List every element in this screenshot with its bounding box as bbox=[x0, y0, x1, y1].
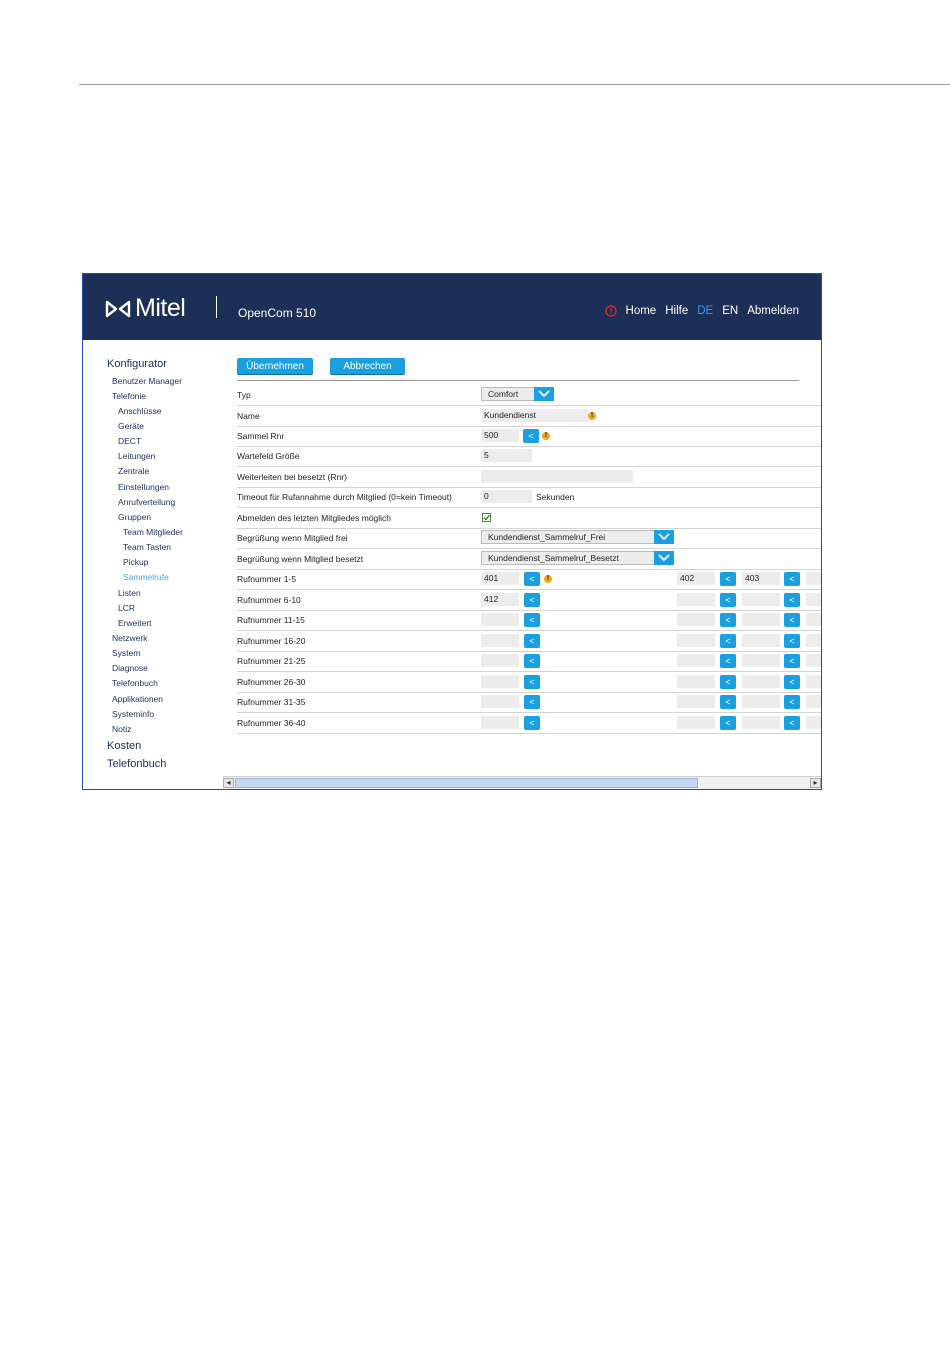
sidebar-item-team-mitglieder[interactable]: Team Mitglieder bbox=[123, 527, 183, 537]
sidebar-item-sammelrufe[interactable]: Sammelrufe bbox=[123, 572, 169, 582]
apply-button[interactable]: Übernehmen bbox=[237, 358, 313, 374]
alert-circle-icon[interactable] bbox=[605, 305, 617, 317]
chevron-left-icon[interactable]: < bbox=[720, 695, 736, 709]
rufnummer-label: Rufnummer 26-30 bbox=[237, 677, 306, 687]
rufnummer-label: Rufnummer 6-10 bbox=[237, 595, 301, 605]
rufnummer-label: Rufnummer 31-35 bbox=[237, 697, 306, 707]
nav-lang-en[interactable]: EN bbox=[722, 305, 739, 317]
sidebar-item-einstellungen[interactable]: Einstellungen bbox=[118, 482, 170, 492]
sidebar-item-system[interactable]: System bbox=[112, 648, 141, 658]
rufnummer-input[interactable] bbox=[677, 613, 715, 626]
sidebar-item-diagnose[interactable]: Diagnose bbox=[112, 663, 148, 673]
row-rufnummer-26-30 bbox=[237, 672, 822, 693]
rufnummer-input[interactable] bbox=[677, 675, 715, 688]
begruessung-besetzt-select[interactable] bbox=[481, 551, 674, 565]
name-label: Name bbox=[237, 411, 260, 421]
scrollbar-thumb[interactable] bbox=[235, 778, 698, 788]
rufnummer-input[interactable]: 402 bbox=[677, 572, 715, 585]
sidebar-item-gruppen[interactable]: Gruppen bbox=[118, 512, 152, 522]
chevron-down-icon[interactable] bbox=[534, 387, 554, 401]
row-typ bbox=[237, 385, 822, 406]
sidebar-item-pickup[interactable]: Pickup bbox=[123, 557, 149, 567]
app-window bbox=[82, 273, 822, 790]
row-rufnummer-1-5 bbox=[237, 569, 822, 590]
begruessung-besetzt-label: Begrüßung wenn Mitglied besetzt bbox=[237, 554, 364, 564]
row-rufnummer-16-20 bbox=[237, 631, 822, 652]
warning-icon: ! bbox=[588, 412, 596, 420]
chevron-left-icon[interactable]: < bbox=[720, 634, 736, 648]
chevron-left-icon[interactable]: < bbox=[720, 613, 736, 627]
begruessung-besetzt-value: Kundendienst_Sammelruf_Besetzt bbox=[488, 553, 619, 563]
rufnummer-input[interactable] bbox=[481, 654, 519, 667]
row-name bbox=[237, 406, 822, 427]
sidebar-item-team-tasten[interactable]: Team Tasten bbox=[123, 542, 172, 552]
chevron-left-icon[interactable]: < bbox=[524, 695, 540, 709]
rufnummer-input[interactable] bbox=[742, 593, 780, 606]
sidebar-item-leitungen[interactable]: Leitungen bbox=[118, 451, 156, 461]
wartefeld-input[interactable]: 5 bbox=[481, 449, 532, 462]
row-rufnummer-6-10 bbox=[237, 590, 822, 611]
row-rufnummer-31-35 bbox=[237, 692, 822, 713]
chevron-left-icon[interactable]: < bbox=[524, 572, 540, 586]
sammel-rnr-input[interactable]: 500 bbox=[481, 429, 519, 442]
sidebar-item-anrufverteilung[interactable]: Anrufverteilung bbox=[118, 497, 176, 507]
chevron-left-icon[interactable]: < bbox=[720, 675, 736, 689]
rufnummer-input[interactable] bbox=[677, 654, 715, 667]
sidebar-item-systeminfo[interactable]: Systeminfo bbox=[112, 709, 155, 719]
chevron-left-icon[interactable]: < bbox=[524, 654, 540, 668]
chevron-down-icon[interactable] bbox=[654, 530, 674, 544]
chevron-left-icon[interactable]: < bbox=[524, 634, 540, 648]
scroll-left-icon[interactable]: ◂ bbox=[223, 778, 234, 788]
rufnummer-input[interactable] bbox=[481, 613, 519, 626]
row-sammel-rnr bbox=[237, 426, 822, 447]
begruessung-frei-value: Kundendienst_Sammelruf_Frei bbox=[488, 532, 606, 542]
nav-home[interactable]: Home bbox=[625, 305, 657, 317]
chevron-left-icon[interactable]: < bbox=[784, 613, 800, 627]
chevron-down-icon[interactable] bbox=[654, 551, 674, 565]
chevron-left-icon[interactable]: < bbox=[784, 654, 800, 668]
chevron-left-icon[interactable]: < bbox=[524, 593, 540, 607]
warning-icon: ! bbox=[542, 432, 550, 440]
rufnummer-input[interactable] bbox=[677, 593, 715, 606]
abmelden-checkbox[interactable] bbox=[482, 513, 491, 522]
typ-select[interactable] bbox=[481, 387, 554, 401]
row-rufnummer-21-25 bbox=[237, 651, 822, 672]
begruessung-frei-label: Begrüßung wenn Mitglied frei bbox=[237, 533, 348, 543]
rufnummer-input[interactable] bbox=[481, 695, 519, 708]
sidebar-item-listen[interactable]: Listen bbox=[118, 588, 141, 598]
chevron-left-icon[interactable]: < bbox=[784, 716, 800, 730]
row-wartefeld bbox=[237, 446, 822, 467]
sidebar-item-dect[interactable]: DECT bbox=[118, 436, 142, 446]
chevron-left-icon[interactable]: < bbox=[524, 716, 540, 730]
row-begruessung-besetzt bbox=[237, 549, 822, 570]
nav-logout[interactable]: Abmelden bbox=[747, 305, 799, 317]
rufnummer-label: Rufnummer 36-40 bbox=[237, 718, 306, 728]
brand-name: Mitel bbox=[135, 294, 186, 322]
toolbar-divider bbox=[237, 380, 799, 381]
sidebar-item-kosten[interactable]: Kosten bbox=[107, 740, 142, 752]
rufnummer-input[interactable] bbox=[806, 613, 822, 626]
rufnummer-input[interactable] bbox=[481, 675, 519, 688]
sidebar-item-geraete[interactable]: Geräte bbox=[118, 421, 144, 431]
rufnummer-input[interactable] bbox=[742, 716, 780, 729]
top-nav bbox=[605, 305, 799, 317]
timeout-unit: Sekunden bbox=[536, 492, 575, 502]
cancel-button[interactable]: Abbrechen bbox=[330, 358, 405, 374]
mitel-logo-icon bbox=[105, 299, 131, 319]
sidebar-item-telefonbuch-sub[interactable]: Telefonbuch bbox=[112, 678, 158, 688]
rufnummer-input[interactable] bbox=[806, 695, 822, 708]
product-name: OpenCom 510 bbox=[238, 306, 317, 320]
typ-label: Typ bbox=[237, 390, 251, 400]
sidebar-item-erweitert[interactable]: Erweitert bbox=[118, 618, 152, 628]
chevron-left-icon[interactable]: < bbox=[784, 572, 800, 586]
chevron-left-icon[interactable]: < bbox=[524, 613, 540, 627]
chevron-left-icon[interactable]: < bbox=[784, 695, 800, 709]
sidebar-item-zentrale[interactable]: Zentrale bbox=[118, 466, 150, 476]
sidebar-item-telefonie[interactable]: Telefonie bbox=[112, 391, 147, 401]
rufnummer-input[interactable] bbox=[806, 593, 822, 606]
chevron-left-icon[interactable]: < bbox=[524, 675, 540, 689]
header-separator bbox=[216, 296, 217, 318]
nav-lang-de[interactable]: DE bbox=[697, 305, 714, 317]
rufnummer-input[interactable] bbox=[677, 634, 715, 647]
sidebar-item-konfigurator[interactable]: Konfigurator bbox=[107, 358, 167, 370]
horizontal-scrollbar[interactable] bbox=[223, 776, 821, 790]
sidebar-item-notiz[interactable]: Notiz bbox=[112, 724, 132, 734]
rufnummer-input[interactable] bbox=[742, 675, 780, 688]
abmelden-label: Abmelden des letzten Mitgliedes möglich bbox=[237, 513, 392, 523]
rufnummer-input[interactable]: 403 bbox=[742, 572, 780, 585]
rufnummer-label: Rufnummer 11-15 bbox=[237, 615, 305, 625]
rufnummer-label: Rufnummer 1-5 bbox=[237, 574, 297, 584]
sidebar-item-anschluesse[interactable]: Anschlüsse bbox=[118, 406, 162, 416]
sammel-rnr-label: Sammel Rnr bbox=[237, 431, 285, 441]
weiterleiten-label: Weiterleiten bei besetzt (Rnr) bbox=[237, 472, 347, 482]
chevron-left-icon[interactable]: < bbox=[720, 572, 736, 586]
wartefeld-label: Wartefeld Größe bbox=[237, 451, 300, 461]
rufnummer-input[interactable] bbox=[742, 634, 780, 647]
rufnummer-input[interactable] bbox=[742, 654, 780, 667]
rufnummer-input[interactable] bbox=[806, 716, 822, 729]
rufnummer-input[interactable] bbox=[481, 634, 519, 647]
chevron-left-icon[interactable]: < bbox=[784, 634, 800, 648]
chevron-left-icon[interactable]: < bbox=[720, 593, 736, 607]
rufnummer-input[interactable]: 401 bbox=[481, 572, 519, 585]
sidebar-item-benutzer-manager[interactable]: Benutzer Manager bbox=[112, 376, 182, 386]
typ-value: Comfort bbox=[488, 389, 519, 399]
mitel-logo[interactable] bbox=[105, 294, 185, 323]
nav-help[interactable]: Hilfe bbox=[665, 305, 689, 317]
row-weiterleiten bbox=[237, 467, 822, 488]
rufnummer-input[interactable] bbox=[677, 716, 715, 729]
begruessung-frei-select[interactable] bbox=[481, 530, 674, 544]
weiterleiten-input[interactable] bbox=[481, 470, 633, 483]
sidebar-item-telefonbuch[interactable]: Telefonbuch bbox=[107, 758, 167, 770]
sidebar-item-lcr[interactable]: LCR bbox=[118, 603, 136, 613]
rufnummer-input[interactable] bbox=[742, 695, 780, 708]
row-timeout bbox=[237, 487, 822, 508]
scroll-right-icon[interactable]: ▸ bbox=[810, 778, 821, 788]
app-header bbox=[83, 274, 821, 340]
page-top-rule bbox=[79, 84, 950, 85]
rufnummer-input[interactable] bbox=[806, 654, 822, 667]
rufnummer-input[interactable] bbox=[481, 716, 519, 729]
name-input[interactable]: Kundendienst bbox=[481, 409, 588, 422]
rufnummer-input[interactable] bbox=[677, 695, 715, 708]
row-rufnummer-11-15 bbox=[237, 610, 822, 631]
sidebar-item-netzwerk[interactable]: Netzwerk bbox=[112, 633, 148, 643]
chevron-left-icon[interactable]: < bbox=[784, 593, 800, 607]
chevron-left-icon[interactable]: < bbox=[720, 716, 736, 730]
chevron-left-icon[interactable]: < bbox=[523, 429, 539, 443]
rufnummer-label: Rufnummer 21-25 bbox=[237, 656, 306, 666]
row-rufnummer-36-40 bbox=[237, 713, 822, 734]
rufnummer-label: Rufnummer 16-20 bbox=[237, 636, 306, 646]
timeout-label: Timeout für Rufannahme durch Mitglied (0=kein Timeout) bbox=[237, 492, 452, 502]
rufnummer-input[interactable]: 412 bbox=[481, 593, 519, 606]
row-abmelden bbox=[237, 508, 822, 529]
rufnummer-input[interactable] bbox=[806, 675, 822, 688]
sidebar-item-applikationen[interactable]: Applikationen bbox=[112, 694, 164, 704]
rufnummer-input[interactable] bbox=[806, 634, 822, 647]
chevron-left-icon[interactable]: < bbox=[784, 675, 800, 689]
warning-icon: ! bbox=[544, 575, 552, 583]
rufnummer-input[interactable] bbox=[806, 572, 822, 585]
row-begruessung-frei bbox=[237, 528, 822, 549]
main-content bbox=[237, 340, 821, 776]
sidebar bbox=[83, 340, 223, 770]
rufnummer-input[interactable] bbox=[742, 613, 780, 626]
timeout-input[interactable]: 0 bbox=[481, 490, 532, 503]
chevron-left-icon[interactable]: < bbox=[720, 654, 736, 668]
